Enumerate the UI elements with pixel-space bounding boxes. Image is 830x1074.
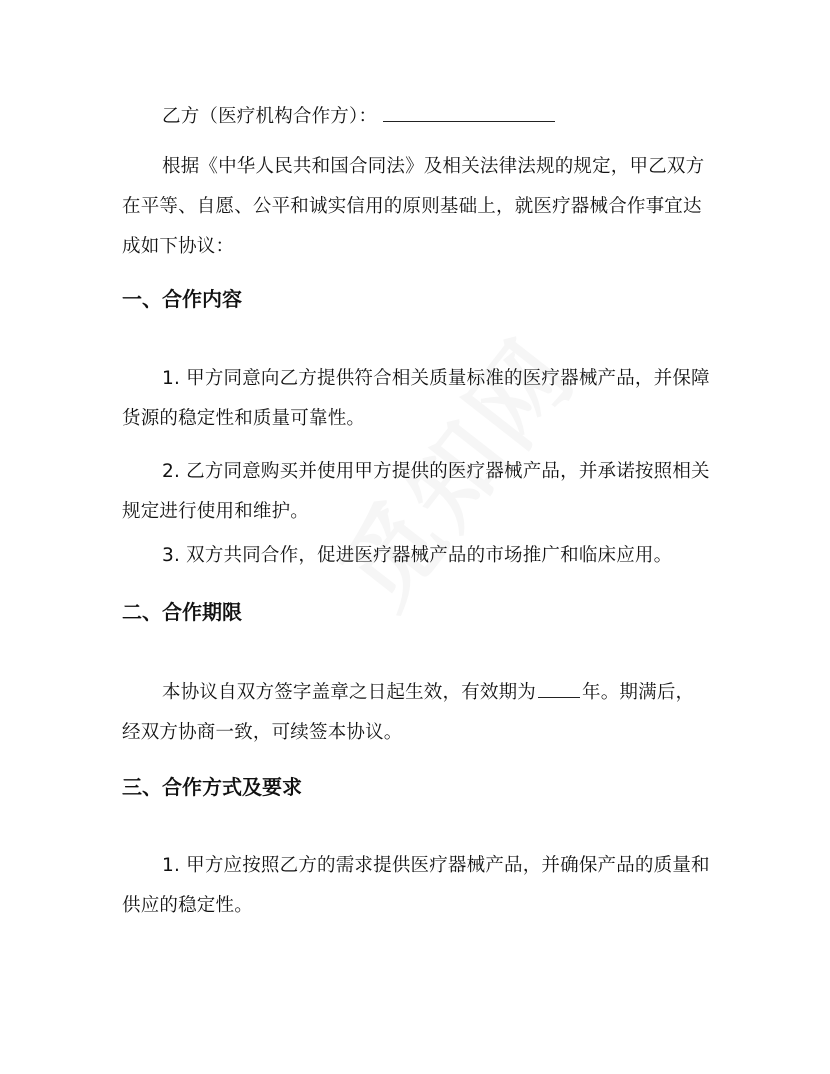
section2-paragraph <box>122 673 712 753</box>
party-b-label: 乙方（医疗机构合作方）： <box>162 106 378 127</box>
party-b-blank[interactable] <box>383 120 555 122</box>
section2-text-after: 年。期满后，经双方协商一致，可续签本协议。 <box>122 682 695 743</box>
section2-text-before: 本协议自双方签字盖章之日起生效，有效期为 <box>162 682 537 703</box>
section3-item-1: 1. 甲方应按照乙方的需求提供医疗器械产品，并确保产品的质量和供应的稳定性。 <box>122 855 710 916</box>
party-b-line <box>122 97 712 137</box>
section1-item-1: 1. 甲方同意向乙方提供符合相关质量标准的医疗器械产品，并保障货源的稳定性和质量可靠性。 <box>122 368 710 429</box>
section3-heading: 三、合作方式及要求 <box>122 775 302 799</box>
section2-heading: 二、合作期限 <box>122 600 242 624</box>
section1-item-2: 2. 乙方同意购买并使用甲方提供的医疗器械产品，并承诺按照相关规定进行使用和维护。 <box>122 461 710 522</box>
term-years-blank[interactable] <box>538 696 580 698</box>
intro-paragraph: 根据《中华人民共和国合同法》及相关法律法规的规定，甲乙双方在平等、自愿、公平和诚实信用的原则基础上，就医疗器械合作事宜达成如下协议： <box>122 156 705 257</box>
section1-heading: 一、合作内容 <box>122 287 242 311</box>
section1-item-3: 3. 双方共同合作，促进医疗器械产品的市场推广和临床应用。 <box>162 545 673 566</box>
